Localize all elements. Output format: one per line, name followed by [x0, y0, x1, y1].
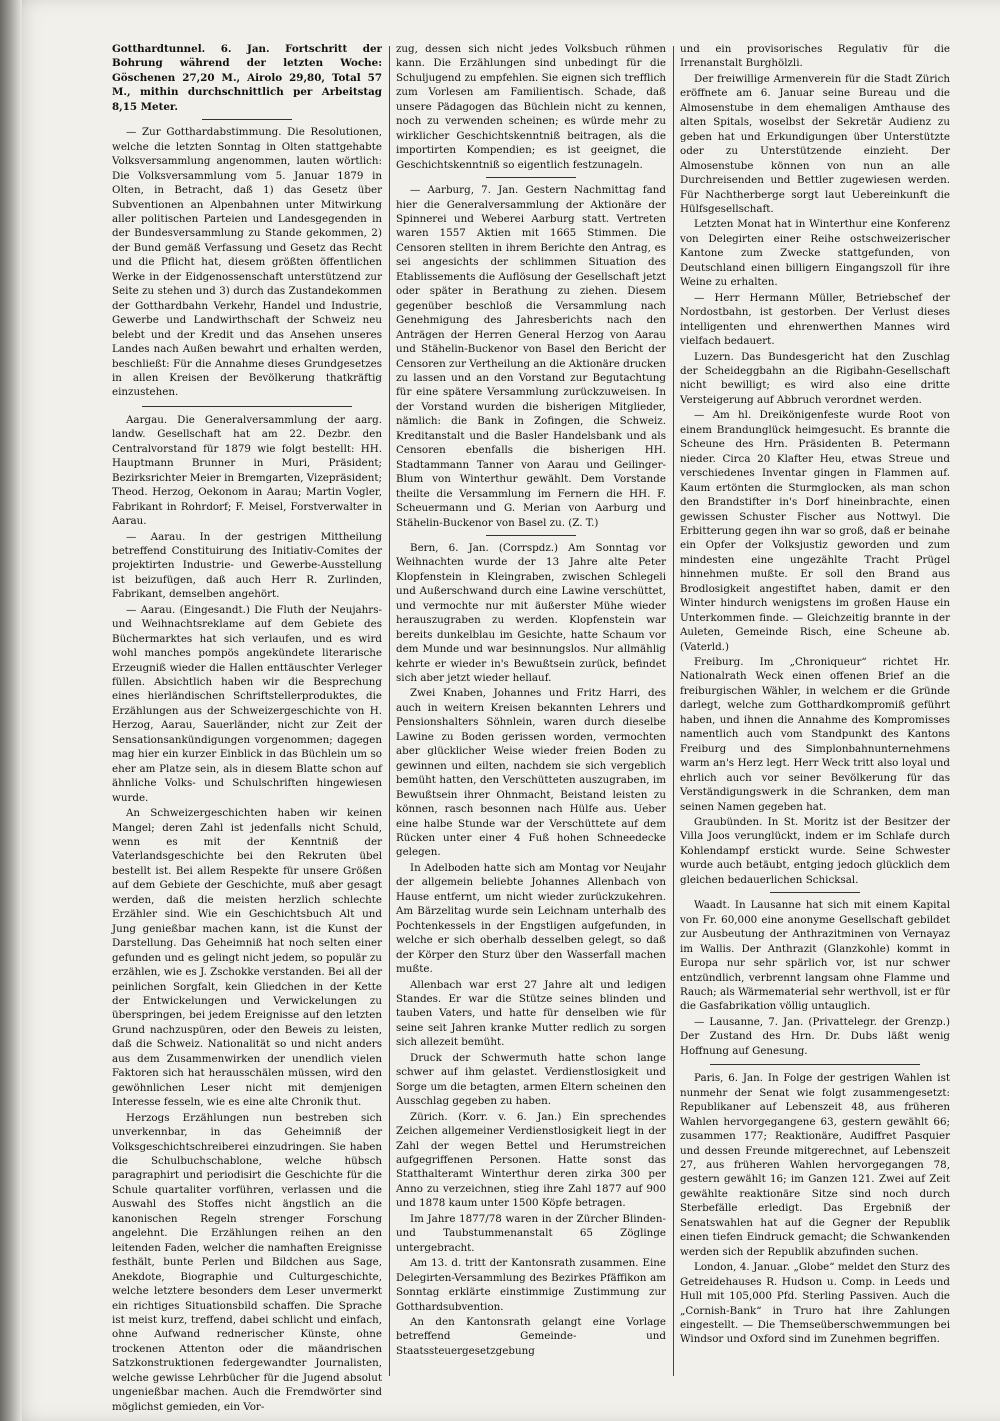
paragraph: Druck der Schwermuth hatte schon lange schwer auf ihm gelastet. Verdienstlosigkeit und Sorge um die betagten, armen Eltern scheinen den Ausschlag gegeben zu haben. — [396, 1051, 666, 1108]
paragraph: Im Jahre 1877/78 waren in der Zürcher Blinden- und Taubstummenanstalt 65 Zöglinge untergebracht. — [396, 1212, 666, 1254]
paragraph: — Am hl. Dreikönigenfeste wurde Root von einem Brandunglück heimgesucht. Es brannte die Scheune des Hrn. Präsidenten B. Petermann nieder. Circa 20 Klafter Heu, etwas Streue und verschiedenes Inventar gingen in Flammen auf. Kaum ertönten die Sturmglocken, als man schon den Brandstifter in's Dorf hineinbrachte, einen gewissen Schuster Fischer aus Nottwyl. Die Erbitterung gegen ihn war so groß, daß er beinahe ein Opfer der Volksjustiz geworden und zum mindesten eine ungezählte Tracht Prügel hinnehmen mußte. Er soll den Brand aus Brodlosigkeit angestiftet haben, damit er den Winter hindurch wenigstens im großen Hause ein Unterkommen finde. — Gleichzeitig brannte in der Auleten, Gemeinde Risch, eine Scheune ab. (Vaterld.) — [680, 409, 950, 653]
paragraph: Letzten Monat hat in Winterthur eine Konferenz von Delegirten einer Reihe ostschweizerischer Kantone zum Zwecke stattgefunden, von Deutschland einen billigern Eingangszoll für ihre Weine zu erhalten. — [680, 218, 950, 289]
separator — [202, 119, 292, 120]
article-paris: Paris, 6. Jan. In Folge der gestrigen Wahlen ist nunmehr der Senat wie folgt zusammengesetzt: Republikaner auf Lebenszeit 48, aus früheren Wahlen hervorgegangene 63, gestern gewählt 66; zusammen 177; Reaktionäre, Audiffret Pasquier und dessen Freunde mitgerechnet, auf Lebenszeit 27, aus früheren Wahlen hervorgegangen 78, gestern gewählt 16; im Ganzen 121. Zwei auf Zeit gewählte reaktionäre Sitze sind noch durch Sterbefälle erledigt. Das Ergebniß der Senatswahlen hat auf die Gegner der Republik einen tiefen Eindruck gemacht; die Schwankenden werden sich der Republik abzufinden suchen. — [680, 1072, 950, 1258]
paragraph: An Schweizergeschichten haben wir keinen Mangel; deren Zahl ist jedenfalls nicht Schuld, wenn es mit der Kenntniß der Vaterlandsgeschichte bei den Rekruten übel bestellt ist. Bei allem Respekte für unsere Größen auf dem Gebiete der Geschichte, muß aber gesagt werden, daß die meisten herzlich schlechte Erzähler sind. Wie ein Geschichtsbuch Alt und Jung genießbar machen kann, ist die Kunst der Darstellung. Das Geheimniß hat noch selten einer gefunden und es gelingt nicht jedem, so populär zu erzählen, wie es J. Zschokke verstanden. Bei all der peinlichen Sorgfalt, kein Gliedchen in der Kette der Entwickelungen und Verwickelungen zu überspringen, bei jedem Ereignisse auf den letzten Grund nachzuspüren, oder den Beweis zu leisten, daß die Schweiz. Nationalität so und nicht anders aus dem Zusammenwirken der unendlich vielen Faktoren sich hat herausschälen müssen, wird den gewöhnlichen Leser nicht mit demjenigen Interesse fesseln, wie es eine alte Chronik thut. — [112, 807, 382, 1109]
separator — [486, 177, 576, 178]
paragraph: An den Kantonsrath gelangt eine Vorlage betreffend Gemeinde- und Staatssteuergesetzgebung — [396, 1315, 666, 1357]
paragraph: — Lausanne, 7. Jan. (Privattelegr. der Grenzp.) Der Zustand des Hrn. Dr. Dubs läßt wenig Hoffnung auf Genesung. — [680, 1015, 950, 1057]
paragraph: Der freiwillige Armenverein für die Stadt Zürich eröffnete am 6. Januar seine Bureau und die Almosenstube in dem ehemaligen Amthause des alten Spitals, woselbst der Sekretär Audienz zu geben hat und Erkundigungen über Unterstützte oder zu Unterstützende einzieht. Der Almosenstube können von nun an alle Durchreisenden und Bettler zugewiesen werden. Für Nachtherberge sorgt laut Uebereinkunft die Hülfsgesellschaft. — [680, 72, 950, 215]
article-gotthardtunnel: Gotthardtunnel. 6. Jan. Fortschritt der Bohrung während der letzten Woche: Göschenen 27,20 M., Airolo 29,80, Total 57 M., mithin durchschnittlich per Arbeitstag 8,15 Meter. — [112, 43, 382, 113]
paragraph: — Herr Hermann Müller, Betriebschef der Nordostbahn, ist gestorben. Der Verlust dieses intelligenten und ehrenwerthen Mannes wird vielfach bedauert. — [680, 291, 950, 348]
column-rule — [389, 46, 390, 1376]
paragraph: Allenbach war erst 27 Jahre alt und ledigen Standes. Er war die Stütze seines blinden und tauben Vaters, und hatte für denselben wie für seine seit Jahren kranke Mutter redlich zu sorgen sich allezeit bemüht. — [396, 978, 666, 1049]
separator — [710, 1064, 920, 1065]
article-freiburg: Freiburg. Im „Chroniqueur“ richtet Hr. Nationalrath Weck einen offenen Brief an die freiburgischen Wähler, in welchem er die Gründe darlegt, welche zum Gotthardkompromiß geführt haben, und ihnen die Annahme des Kompromisses namentlich auch vom Standpunkt des Kantons Freiburg und des Simplonbahnunternehmens warm an's Herz legt. Herr Weck tritt also loyal und ehrlich auch vor seiner Bevölkerung für das Verständigungswerk in die Schranken, dem man seinen Namen gegeben hat. — [680, 656, 950, 813]
paragraph: Herzogs Erzählungen nun bestreben sich unverkennbar, in das Geheimniß der Volksgeschichtschreiberei einzudringen. Sie haben die Schulbuchschablone, welche hübsch paragraphirt und periodisirt die Geschichte für die Schule quartaliter vorführen, verlassen und die Auswahl des Stoffes nicht ängstlich an die kanonischen Regeln strenger Forschung angelehnt. Die Erzählungen reihen an den leitenden Faden, welcher die namhaften Ereignisse festhält, bunte Perlen und Bildchen aus Sage, Anekdote, Biographie und Culturgeschichte, welche letztere besonders dem Leser unvermerkt ein richtiges Situationsbild schaffen. Die Sprache ist meist kurz, treffend, dabei schlicht und einfach, ohne Aufwand rednerischer Künste, ohne trockenen Attenton oder die mäandrischen Satzkonstruktionen federgewandter Journalisten, welche gewisse Lehrbücher für die Jugend absolut ungenießbar machen. Auch die Fremdwörter sind möglichst gemieden, ein Vor- — [112, 1111, 382, 1413]
paragraph: und ein provisorisches Regulativ für die Irrenanstalt Burghölzli. — [680, 43, 950, 70]
article-aarau-ausstellung: — Aarau. In der gestrigen Mittheilung betreffend Constituirung des Initiativ-Comites der projektirten Industrie- und Gewerbe-Ausstellung ist beizufügen, daß auch Herr R. Zurlinden, Fabrikant, demselben angehört. — [112, 530, 382, 601]
column-2 — [396, 42, 666, 1382]
article-bern: Bern, 6. Jan. (Corrspdz.) Am Sonntag vor Weihnachten wurde der 13 Jahre alte Peter Klopfenstein in Kleingraben, zwischen Schlegeli und Außerschwand durch eine Lawine verschüttet, und vermochte nur mit äußerster Mühe wieder herauszugraben zu werden. Klopfenstein war bereits dunkelblau im Gesichte, hatte Schaum vor dem Munde und war besinnungslos. Nur allmählig kehrte er wieder in's Bewußtsein zurück, befindet sich aber jetzt wieder hellauf. — [396, 541, 666, 685]
article-london: London, 4. Januar. „Globe“ meldet den Sturz des Getreidehauses R. Hudson u. Comp. in Leeds und Hull mit 105,000 Pfd. Sterling Passiven. Auch die „Cornish-Bank“ in Truro hat ihre Zahlungen eingestellt. — Die Themseüberschwemmungen bei Windsor und Oxford sind im Zunehmen begriffen. — [680, 1261, 950, 1346]
article-aargau: Aargau. Die Generalversammlung der aarg. landw. Gesellschaft hat am 22. Dezbr. den Centralvorstand für 1879 wie folgt bestellt: HH. Hauptmann Brunner in Muri, Präsident; Bezirksrichter Meier in Bremgarten, Vizepräsident; Theod. Herzog, Oekonom in Aarau; Martin Vogler, Fabrikant in Rohrdorf; F. Meisel, Forstverwalter in Aarau. — [112, 413, 382, 528]
column-1 — [112, 42, 382, 1413]
article-waadt: Waadt. In Lausanne hat sich mit einem Kapital von Fr. 60,000 eine anonyme Gesellschaft gebildet zur Ausbeutung der Anthrazitminen von Vernayaz im Wallis. Der Anthrazit (Glanzkohle) kommt in Europa nur sehr spärlich vor, ist nur schwer entzündlich, verbrennt langsam ohne Flamme und Rauch; als Wärmematerial sehr werthvoll, ist er für die Gasfabrikation völlig untauglich. — [680, 899, 950, 1013]
article-aarau-eingesandt: — Aarau. (Eingesandt.) Die Fluth der Neujahrs- und Weihnachtsreklame auf dem Gebiete des Büchermarktes hat sich verlaufen, und es wird wohl manches pompös angekündete literarische Erzeugniß wieder die Hallen enttäuschter Verleger füllen. Absichtlich haben wir die Besprechung eines hierländischen Schriftstellerproduktes, die Erzählungen aus der Schweizergeschichte von H. Herzog, Aarau, Sauerländer, nicht zur Zeit der Sensationsankündigungen vorgenommen; dagegen mag hier ein kurzer Einblick in das Büchlein um so eher am Platze sein, als in diesem Blatte schon auf ähnliche Volks- und Schulschriften hingewiesen wurde. — [112, 603, 382, 804]
separator — [770, 892, 860, 893]
article-zuerich: Zürich. (Korr. v. 6. Jan.) Ein sprechendes Zeichen allgemeiner Verdienstlosigkeit liegt in der Zahl der wegen Bettel und Herumstreichen aufgegriffenen Personen. Hatte sonst das Statthalteramt Winterthur deren zirka 300 per Anno zu verzeichnen, stieg ihre Zahl 1877 auf 900 und 1878 kaum unter 1500 Köpfe betragen. — [396, 1110, 666, 1210]
article-aarburg: — Aarburg, 7. Jan. Gestern Nachmittag fand hier die Generalversammlung der Aktionäre der Spinnerei und Weberei Aarburg statt. Vertreten waren 1557 Aktien mit 1665 Stimmen. Die Censoren stellten in ihrem Berichte den Antrag, es sei angesichts der schlimmen Situation des Etablissements die Auflösung der Gesellschaft jetzt oder später in Berathung zu ziehen. Diesem gegenüber beschloß die Versammlung nach Genehmigung des Jahresberichts nach den Anträgen der Herren General Herzog von Aarau und Stähelin-Buckenor von Basel den Bericht der Censoren zur Vertheilung an die Aktionäre drucken zu lassen und an den Vorstand zur Begutachtung für eine spätere Versammlung zurückzuweisen. In der Vorstand wurden die bisherigen Mitglieder, nämlich: die Bank in Zofingen, die Schweiz. Kreditanstalt und die Basler Handelsbank und als Censoren ebenfalls die bisherigen HH. Stadtammann Tanner von Aarau und Geilinger-Blum von Winterthur gewählt. Dem Vorstande theilte die Versammlung im Fernern die HH. F. Scheuermann und G. Merian von Aarburg und Stähelin-Buckenor von Basel zu. (Z. T.) — [396, 184, 666, 529]
article-gotthardabstimmung: — Zur Gotthardabstimmung. Die Resolutionen, welche die letzten Sonntag in Olten stattgehabte Volksversammlung angenommen, lauten wörtlich: Die Volksversammlung vom 5. Januar 1879 in Olten, in Betracht, daß 1) das Gesetz über Subventionen an Alpenbahnen unter Mitwirkung aller politischen Parteien und Landesgegenden in der Bundesversammlung zu Stande gekommen, 2) der Bund gemäß Verfassung und Gesetz das Recht und die Pflicht hat, diesem größten öffentlichen Werke in der Eidgenossenschaft unterstützend zur Seite zu stehen und 3) durch das Zustandekommen der Gotthardbahn Verkehr, Handel und Industrie, Gewerbe und Landwirthschaft der Schweiz neu belebt und der Kredit und das Ansehen unseres Landes nach Außen bewahrt und erhalten werden, beschließt: Für die Annahme dieses Grundgesetzes in allen Kreisen der Bevölkerung thatkräftig einzustehen. — [112, 126, 382, 399]
separator — [486, 535, 576, 536]
article-graubuenden: Graubünden. In St. Moritz ist der Besitzer der Villa Joos verunglückt, indem er im Schlafe durch Kohlendampf erstickt wurde. Seine Schwester wurde auch betäubt, entging jedoch glücklich dem gleichen bedauerlichen Schicksal. — [680, 816, 950, 886]
column-rule — [673, 46, 674, 1376]
binding-gutter — [0, 0, 22, 1421]
paragraph: Zwei Knaben, Johannes und Fritz Harri, des auch in weitern Kreisen bekannten Lehrers und Pensionshalters Söhnlein, waren durch dieselbe Lawine zu Boden gerissen worden, vermochten aber glücklicher Weise wieder freien Boden zu gewinnen und eilten, nachdem sie sich vergeblich bemüht hatten, den Verschütteten auszugraben, im Bewußtsein ihrer Ohnmacht, Beistand leisten zu können, rasch besonnen nach Hülfe aus. Ueber eine halbe Stunde war der Verschüttete auf dem Rücken unter einer 4 Fuß hohen Schneedecke gelegen. — [396, 687, 666, 859]
paragraph: Am 13. d. tritt der Kantonsrath zusammen. Eine Delegirten-Versammlung des Bezirkes Pfäffikon am Sonntag erklärte einstimmige Zustimmung zur Gotthardsubvention. — [396, 1257, 666, 1313]
column-3 — [680, 42, 950, 1382]
article-luzern: Luzern. Das Bundesgericht hat den Zuschlag der Scheideggbahn an die Rigibahn-Gesellschaft nicht bewilligt; es wird also eine dritte Versteigerung auf Abbruch verordnet werden. — [680, 350, 950, 406]
separator — [142, 406, 352, 407]
paragraph: zug, dessen sich nicht jedes Volksbuch rühmen kann. Die Erzählungen sind unbedingt für die Schuljugend zu empfehlen. Sie eignen sich trefflich zum Vorlesen am Familientisch. Schade, daß unsere Pädagogen das Büchlein nicht zu kennen, noch zu verwenden scheinen; es würde mehr zu wirklicher Geschichtskenntniß beitragen, als die importirten Kompendien; es ist geeignet, die Geschichtskenntniß so eigentlich festzunageln. — [396, 43, 666, 171]
paragraph: In Adelboden hatte sich am Montag vor Neujahr der allgemein beliebte Johannes Allenbach von Hause entfernt, um nicht wieder zurückzukehren. Am Bärzelitag wurde sein Leichnam unterhalb des Pochtenkessels in der Engstligen aufgefunden, in welche er sich oberhalb desselben gelegt, so daß der Körper den Sturz über den Wasserfall machen mußte. — [396, 861, 666, 976]
